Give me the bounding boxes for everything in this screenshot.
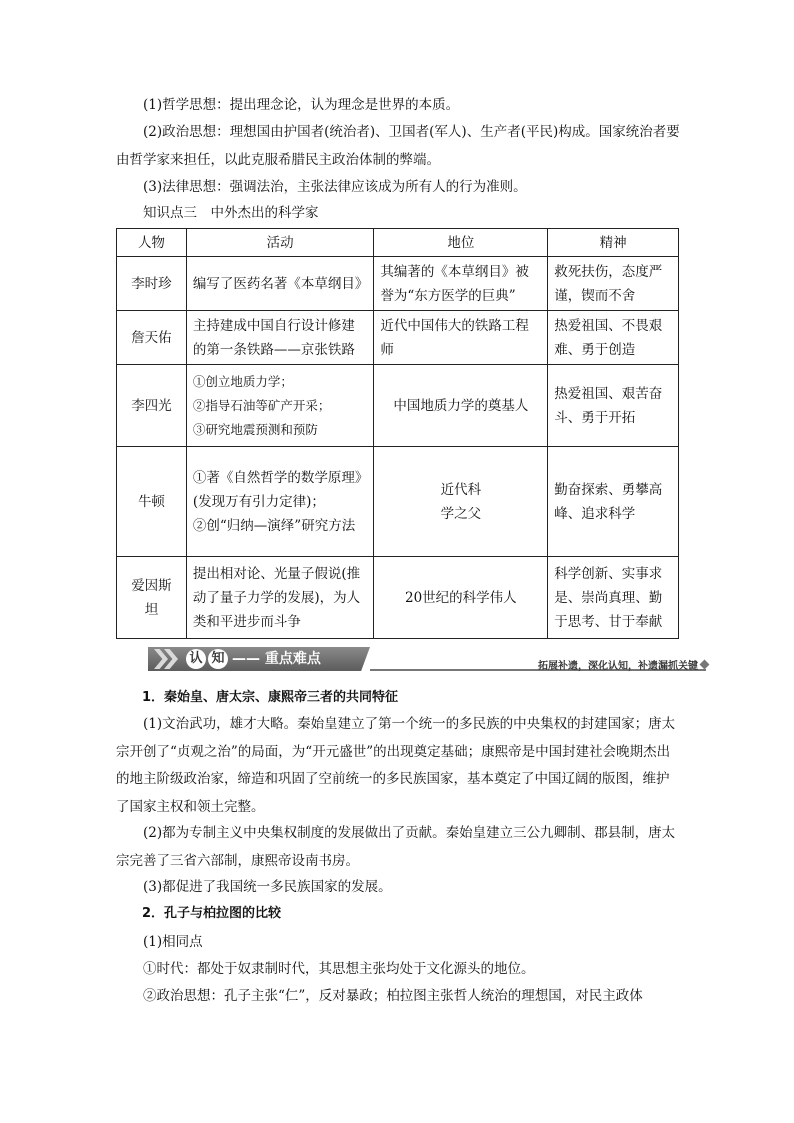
person-name: 李四光 [117,365,187,447]
person-activity: 主持建成中国自行设计修建的第一条铁路——京张铁路 [186,311,374,365]
paragraph-similarities: (1)相同点 [143,934,203,950]
table-row [117,257,679,311]
person-spirit: 科学创新、实事求是、崇尚真理、勤于思考、甘于奉献 [548,557,679,639]
activity-line: ②指导石油等矿产开采； [192,397,331,413]
activity-line: ①创立地质力学； [192,373,293,389]
table-row [117,557,679,639]
person-status: 中国地质力学的奠基人 [374,365,548,447]
person-activity [186,447,374,557]
paragraph-philosophy: (1)哲学思想：提出理念论，认为理念是世界的本质。 [143,97,460,113]
person-status: 20世纪的科学伟人 [374,557,548,639]
heading-emperors: 1．秦始皇、唐太宗、康熙帝三者的共同特征 [142,690,399,705]
paragraph-political-thought: ②政治思想：孔子主张“仁”，反对暴政；柏拉图主张哲人统治的理想国，对民主政体 [143,988,643,1004]
header-status: 地位 [374,229,548,257]
activity-line: ③研究地震预测和预防 [192,421,318,437]
person-spirit: 勤奋探索、勇攀高峰、追求科学 [548,447,679,557]
scientists-table [116,228,679,639]
paragraph-emperors-1: (1)文治武功，雄才大略。秦始皇建立了第一个统一的多民族的中央集权的封建国家；唐太宗开创了“贞观之治”的局面，为“开元盛世”的出现奠定基础；康熙帝是中国封建社会晚期杰出的地主阶级政治家，缔造和巩固了空前统一的多民族国家，基本奠定了中国辽阔的版图，维护了国家主权和领土完整。 [116,716,676,815]
person-name: 牛顿 [117,447,187,557]
banner-subtitle: 拓展补遗，深化认知，补遗漏抓关键 [538,661,698,672]
banner-title: —— 重点难点 [232,651,321,667]
header-spirit: 精神 [548,229,679,257]
banner-char-2: 知 [208,649,228,669]
person-spirit: 热爱祖国、不畏艰难、勇于创造 [548,311,679,365]
header-activity: 活动 [186,229,374,257]
person-spirit: 热爱祖国、艰苦奋斗、勇于开拓 [548,365,679,447]
paragraph-emperors-3: (3)都促进了我国统一多民族国家的发展。 [143,879,392,895]
table-row [117,311,679,365]
section-banner [148,647,708,673]
section-title: 知识点三 中外杰出的科学家 [143,205,319,221]
person-activity: 提出相对论、光量子假说(推动了量子力学的发展)，为人类和平进步而斗争 [186,557,374,639]
paragraph-law: (3)法律思想：强调法治，主张法律应该成为所有人的行为准则。 [143,179,527,195]
header-person: 人物 [117,229,187,257]
table-row [117,447,679,557]
table-row [117,365,679,447]
person-status: 近代中国伟大的铁路工程师 [374,311,548,365]
banner-char-1: 认 [186,649,206,669]
heading-comparison: 2．孔子与柏拉图的比较 [142,906,282,921]
person-activity [186,365,374,447]
activity-line: ①著《自然哲学的数学原理》(发现万有引力定律)； [192,469,362,510]
paragraph-emperors-2: (2)都为专制主义中央集权制度的发展做出了贡献。秦始皇建立三公九卿制、郡县制，唐太宗完善了三省六部制，康熙帝设南书房。 [116,825,676,869]
person-status: 其编著的《本草纲目》被誉为“东方医学的巨典” [374,257,548,311]
person-name: 爱因斯坦 [117,557,187,639]
person-activity: 编写了医药名著《本草纲目》 [186,257,374,311]
diamond-icon [700,660,710,670]
person-name: 詹天佑 [117,311,187,365]
person-spirit: 救死扶伤，态度严谨，锲而不舍 [548,257,679,311]
paragraph-era: ①时代：都处于奴隶制时代，其思想主张均处于文化源头的地位。 [143,961,535,977]
paragraph-politics: (2)政治思想：理想国由护国者(统治者)、卫国者(军人)、生产者(平民)构成。国家统治者要由哲学家来担任，以此克服希腊民主政治体制的弊端。 [116,124,680,168]
activity-line: ②创“归纳—演绎”研究方法 [192,517,356,534]
table-header-row [117,229,679,257]
person-status: 近代科学之父 [374,447,548,557]
person-name: 李时珍 [117,257,187,311]
